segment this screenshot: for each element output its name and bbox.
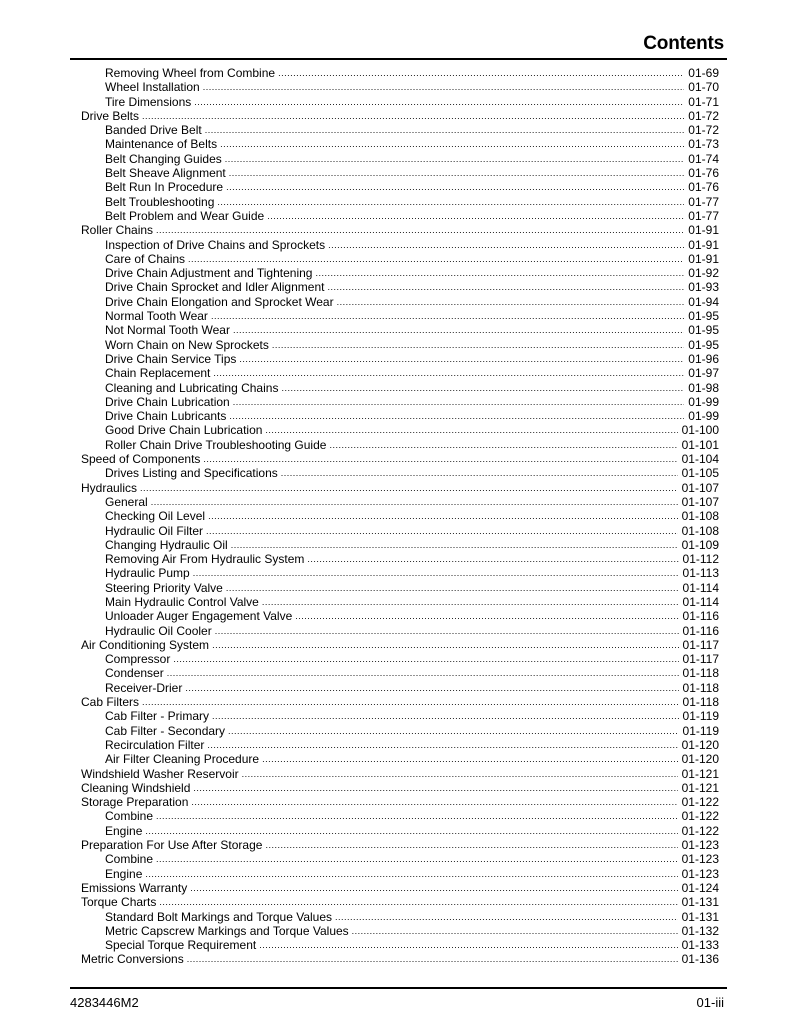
dot-leader xyxy=(265,423,677,437)
toc-entry[interactable] xyxy=(81,652,719,666)
dot-leader xyxy=(267,209,684,223)
toc-entry-page: 01-91 xyxy=(688,237,719,252)
dot-leader xyxy=(167,666,679,680)
toc-entry-page: 01-123 xyxy=(681,866,719,881)
toc-entry[interactable] xyxy=(81,180,719,194)
dot-leader xyxy=(203,452,677,466)
toc-entry-page: 01-76 xyxy=(688,166,719,181)
toc-entry-page: 01-122 xyxy=(681,795,719,810)
toc-entry-title: Drive Belts xyxy=(81,108,140,123)
toc-entry-title: Hydraulic Oil Filter xyxy=(105,523,204,538)
dot-leader xyxy=(217,195,684,209)
toc-entry-title: Air Filter Cleaning Procedure xyxy=(105,752,260,767)
toc-entry-title: Hydraulic Oil Cooler xyxy=(105,623,212,638)
toc-entry-title: Storage Preparation xyxy=(81,795,189,810)
dot-leader xyxy=(193,781,677,795)
dot-leader xyxy=(335,910,678,924)
dot-leader xyxy=(231,538,678,552)
toc-entry-page: 01-77 xyxy=(688,208,719,223)
dot-leader xyxy=(188,252,684,266)
toc-entry-title: Air Conditioning System xyxy=(81,637,210,652)
toc-entry[interactable] xyxy=(81,666,719,680)
toc-entry[interactable] xyxy=(81,795,719,809)
dot-leader xyxy=(156,809,678,823)
toc-entry[interactable] xyxy=(81,195,719,209)
dot-leader xyxy=(208,509,678,523)
toc-entry[interactable] xyxy=(81,838,719,852)
toc-entry-title: Drives Listing and Specifications xyxy=(105,466,278,481)
toc-entry[interactable] xyxy=(81,524,719,538)
toc-entry-title: Cleaning and Lubricating Chains xyxy=(105,380,279,395)
toc-entry-page: 01-118 xyxy=(682,695,719,710)
toc-entry-page: 01-133 xyxy=(681,938,719,953)
toc-entry-title: Changing Hydraulic Oil xyxy=(105,537,228,552)
toc-entry-title: Good Drive Chain Lubrication xyxy=(105,423,263,438)
dot-leader xyxy=(205,123,685,137)
dot-leader xyxy=(307,552,678,566)
header-divider xyxy=(70,58,727,60)
toc-entry[interactable] xyxy=(81,280,719,294)
dot-leader xyxy=(337,295,685,309)
toc-entry-page: 01-105 xyxy=(681,466,719,481)
toc-entry[interactable] xyxy=(81,123,719,137)
dot-leader xyxy=(229,166,685,180)
toc-entry[interactable] xyxy=(81,223,719,237)
dot-leader xyxy=(259,938,677,952)
toc-entry-title: Hydraulics xyxy=(81,480,138,495)
toc-entry-title: Belt Troubleshooting xyxy=(105,194,215,209)
dot-leader xyxy=(151,495,678,509)
toc-entry-title: Engine xyxy=(105,866,143,881)
toc-entry-title: Drive Chain Adjustment and Tightening xyxy=(105,266,313,281)
table-of-contents xyxy=(81,66,719,967)
toc-entry-page: 01-72 xyxy=(688,123,719,138)
toc-entry-page: 01-104 xyxy=(681,452,719,467)
toc-entry-page: 01-92 xyxy=(688,266,719,281)
dot-leader xyxy=(327,280,684,294)
toc-entry-title: Main Hydraulic Control Valve xyxy=(105,594,259,609)
toc-entry[interactable] xyxy=(81,209,719,223)
toc-entry-page: 01-119 xyxy=(682,723,719,738)
toc-entry-title: Cab Filter - Secondary xyxy=(105,723,226,738)
dot-leader xyxy=(193,566,679,580)
toc-entry-page: 01-119 xyxy=(682,709,719,724)
toc-entry[interactable] xyxy=(81,137,719,151)
toc-entry[interactable] xyxy=(81,881,719,895)
toc-entry-page: 01-99 xyxy=(688,409,719,424)
toc-entry-title: Roller Chains xyxy=(81,223,154,238)
toc-entry-page: 01-108 xyxy=(681,523,719,538)
toc-entry-page: 01-114 xyxy=(682,580,719,595)
toc-entry-title: Banded Drive Belt xyxy=(105,123,202,138)
toc-entry-page: 01-118 xyxy=(682,680,719,695)
toc-entry-page: 01-97 xyxy=(688,366,719,381)
toc-entry-title: Standard Bolt Markings and Torque Values xyxy=(105,909,333,924)
toc-entry-title: Drive Chain Elongation and Sprocket Wear xyxy=(105,294,334,309)
toc-entry[interactable] xyxy=(81,709,719,723)
toc-entry-page: 01-93 xyxy=(688,280,719,295)
dot-leader xyxy=(213,366,684,380)
toc-entry[interactable] xyxy=(81,638,719,652)
dot-leader xyxy=(145,867,677,881)
toc-entry-title: Preparation For Use After Storage xyxy=(81,838,263,853)
toc-entry-title: Care of Chains xyxy=(105,251,186,266)
toc-entry-page: 01-131 xyxy=(681,909,719,924)
toc-entry[interactable] xyxy=(81,295,719,309)
dot-leader xyxy=(220,137,684,151)
toc-entry-title: Metric Capscrew Markings and Torque Values xyxy=(105,923,349,938)
toc-entry[interactable] xyxy=(81,738,719,752)
dot-leader xyxy=(156,223,684,237)
dot-leader xyxy=(229,409,684,423)
dot-leader xyxy=(239,352,684,366)
toc-entry-title: Removing Air From Hydraulic System xyxy=(105,552,305,567)
toc-entry[interactable] xyxy=(81,609,719,623)
toc-entry[interactable] xyxy=(81,381,719,395)
toc-entry-page: 01-116 xyxy=(682,623,719,638)
toc-entry-page: 01-113 xyxy=(682,566,719,581)
toc-entry[interactable] xyxy=(81,538,719,552)
toc-entry-page: 01-121 xyxy=(681,780,719,795)
toc-entry[interactable] xyxy=(81,552,719,566)
toc-entry[interactable] xyxy=(81,338,719,352)
toc-entry[interactable] xyxy=(81,352,719,366)
toc-entry-page: 01-132 xyxy=(681,923,719,938)
toc-entry-page: 01-77 xyxy=(688,194,719,209)
toc-entry-title: Speed of Components xyxy=(81,452,201,467)
toc-entry-title: Belt Sheave Alignment xyxy=(105,166,226,181)
toc-entry[interactable] xyxy=(81,466,719,480)
dot-leader xyxy=(215,624,679,638)
toc-entry-title: Combine xyxy=(105,852,154,867)
toc-entry-title: Maintenance of Belts xyxy=(105,137,218,152)
toc-entry-page: 01-118 xyxy=(682,666,719,681)
toc-entry-page: 01-136 xyxy=(681,952,719,967)
toc-entry[interactable] xyxy=(81,895,719,909)
dot-leader xyxy=(142,109,684,123)
toc-entry[interactable] xyxy=(81,438,719,452)
toc-entry-title: Belt Changing Guides xyxy=(105,151,222,166)
dot-leader xyxy=(281,466,678,480)
toc-entry-title: Belt Run In Procedure xyxy=(105,180,224,195)
toc-entry-page: 01-95 xyxy=(688,323,719,338)
dot-leader xyxy=(173,652,678,666)
toc-entry-page: 01-109 xyxy=(681,537,719,552)
toc-entry[interactable] xyxy=(81,624,719,638)
toc-entry[interactable] xyxy=(81,266,719,280)
toc-entry-page: 01-107 xyxy=(681,494,719,509)
dot-leader xyxy=(191,795,677,809)
toc-entry-page: 01-74 xyxy=(688,151,719,166)
dot-leader xyxy=(352,924,678,938)
dot-leader xyxy=(145,824,677,838)
toc-entry-page: 01-69 xyxy=(688,66,719,80)
toc-entry-page: 01-120 xyxy=(681,737,719,752)
dot-leader xyxy=(242,767,678,781)
dot-leader xyxy=(190,881,677,895)
toc-entry-title: Checking Oil Level xyxy=(105,509,206,524)
toc-entry-page: 01-124 xyxy=(681,880,719,895)
dot-leader xyxy=(212,709,679,723)
toc-entry-title: Cab Filter - Primary xyxy=(105,709,210,724)
toc-entry-page: 01-114 xyxy=(682,594,719,609)
toc-entry-page: 01-73 xyxy=(688,137,719,152)
footer-divider xyxy=(70,987,727,989)
toc-entry-page: 01-131 xyxy=(681,895,719,910)
toc-entry-title: Drive Chain Sprocket and Idler Alignment xyxy=(105,280,325,295)
toc-entry[interactable] xyxy=(81,238,719,252)
toc-entry-title: Condenser xyxy=(105,666,164,681)
dot-leader xyxy=(159,895,677,909)
toc-entry[interactable] xyxy=(81,409,719,423)
toc-entry[interactable] xyxy=(81,452,719,466)
toc-entry[interactable] xyxy=(81,66,719,80)
toc-entry-page: 01-122 xyxy=(681,809,719,824)
toc-entry-page: 01-123 xyxy=(681,852,719,867)
toc-entry-title: Not Normal Tooth Wear xyxy=(105,323,230,338)
toc-entry[interactable] xyxy=(81,952,719,966)
toc-entry[interactable] xyxy=(81,938,719,952)
toc-entry[interactable] xyxy=(81,166,719,180)
toc-entry-title: Roller Chain Drive Troubleshooting Guide xyxy=(105,437,327,452)
dot-leader xyxy=(203,80,685,94)
toc-entry-page: 01-98 xyxy=(688,380,719,395)
toc-entry-page: 01-100 xyxy=(681,423,719,438)
dot-leader xyxy=(228,724,678,738)
dot-leader xyxy=(272,338,684,352)
toc-entry-title: Tire Dimensions xyxy=(105,94,192,109)
toc-entry-page: 01-101 xyxy=(681,437,719,452)
toc-entry[interactable] xyxy=(81,852,719,866)
toc-entry[interactable] xyxy=(81,509,719,523)
dot-leader xyxy=(226,180,684,194)
toc-entry[interactable] xyxy=(81,781,719,795)
toc-entry-page: 01-122 xyxy=(681,823,719,838)
toc-entry[interactable] xyxy=(81,366,719,380)
toc-entry-page: 01-96 xyxy=(688,351,719,366)
toc-entry-page: 01-99 xyxy=(688,394,719,409)
dot-leader xyxy=(278,66,684,80)
toc-entry-page: 01-116 xyxy=(682,609,719,624)
toc-entry[interactable] xyxy=(81,323,719,337)
dot-leader xyxy=(226,581,679,595)
toc-entry[interactable] xyxy=(81,681,719,695)
dot-leader xyxy=(265,838,677,852)
dot-leader xyxy=(140,481,678,495)
document-number: 4283446M2 xyxy=(70,995,139,1010)
toc-entry-page: 01-123 xyxy=(681,838,719,853)
toc-entry-page: 01-94 xyxy=(688,294,719,309)
toc-entry[interactable] xyxy=(81,566,719,580)
toc-entry[interactable] xyxy=(81,910,719,924)
toc-entry-title: General xyxy=(105,494,148,509)
toc-entry-page: 01-117 xyxy=(682,637,719,652)
toc-entry-page: 01-91 xyxy=(688,251,719,266)
toc-entry-title: Belt Problem and Wear Guide xyxy=(105,208,265,223)
toc-entry[interactable] xyxy=(81,252,719,266)
toc-entry-title: Cab Filters xyxy=(81,695,140,710)
toc-entry-title: Windshield Washer Reservoir xyxy=(81,766,239,781)
toc-entry[interactable] xyxy=(81,809,719,823)
toc-entry-title: Worn Chain on New Sprockets xyxy=(105,337,269,352)
dot-leader xyxy=(329,438,677,452)
toc-entry-title: Cleaning Windshield xyxy=(81,780,191,795)
toc-entry-page: 01-107 xyxy=(681,480,719,495)
toc-entry[interactable] xyxy=(81,481,719,495)
toc-entry-page: 01-95 xyxy=(688,309,719,324)
toc-entry-title: Special Torque Requirement xyxy=(105,938,257,953)
toc-entry-page: 01-70 xyxy=(688,80,719,95)
toc-entry-page: 01-72 xyxy=(688,108,719,123)
toc-entry[interactable] xyxy=(81,80,719,94)
toc-entry-title: Receiver-Drier xyxy=(105,680,183,695)
dot-leader xyxy=(185,681,678,695)
toc-entry[interactable] xyxy=(81,724,719,738)
toc-entry[interactable] xyxy=(81,581,719,595)
toc-entry-title: Inspection of Drive Chains and Sprockets xyxy=(105,237,326,252)
toc-entry-title: Recirculation Filter xyxy=(105,737,205,752)
toc-entry-title: Drive Chain Lubrication xyxy=(105,394,230,409)
toc-entry-title: Compressor xyxy=(105,652,171,667)
toc-entry-title: Combine xyxy=(105,809,154,824)
toc-entry-page: 01-108 xyxy=(681,509,719,524)
dot-leader xyxy=(142,695,679,709)
dot-leader xyxy=(233,323,684,337)
toc-entry[interactable] xyxy=(81,752,719,766)
toc-entry[interactable] xyxy=(81,695,719,709)
toc-entry-title: Drive Chain Service Tips xyxy=(105,351,237,366)
toc-entry-page: 01-76 xyxy=(688,180,719,195)
toc-entry-page: 01-112 xyxy=(682,552,719,567)
dot-leader xyxy=(225,152,685,166)
toc-entry-title: Steering Priority Valve xyxy=(105,580,223,595)
dot-leader xyxy=(233,395,685,409)
toc-entry-page: 01-117 xyxy=(682,652,719,667)
toc-entry[interactable] xyxy=(81,152,719,166)
toc-entry-page: 01-95 xyxy=(688,337,719,352)
dot-leader xyxy=(212,638,678,652)
toc-entry-title: Drive Chain Lubricants xyxy=(105,409,227,424)
toc-entry-title: Metric Conversions xyxy=(81,952,184,967)
toc-entry-title: Wheel Installation xyxy=(105,80,200,95)
toc-entry[interactable] xyxy=(81,109,719,123)
toc-entry[interactable] xyxy=(81,924,719,938)
toc-entry-page: 01-71 xyxy=(688,94,719,109)
toc-entry[interactable] xyxy=(81,95,719,109)
toc-entry-title: Hydraulic Pump xyxy=(105,566,190,581)
page-number: 01-iii xyxy=(696,995,724,1010)
toc-entry[interactable] xyxy=(81,595,719,609)
dot-leader xyxy=(156,852,678,866)
toc-entry[interactable] xyxy=(81,867,719,881)
dot-leader xyxy=(328,238,684,252)
toc-entry[interactable] xyxy=(81,395,719,409)
toc-entry[interactable] xyxy=(81,767,719,781)
toc-entry[interactable] xyxy=(81,423,719,437)
toc-entry[interactable] xyxy=(81,824,719,838)
toc-entry[interactable] xyxy=(81,309,719,323)
toc-entry-title: Engine xyxy=(105,823,143,838)
dot-leader xyxy=(262,752,678,766)
dot-leader xyxy=(206,524,678,538)
toc-entry-page: 01-120 xyxy=(681,752,719,767)
toc-entry-title: Removing Wheel from Combine xyxy=(105,66,276,80)
toc-entry-page: 01-121 xyxy=(681,766,719,781)
dot-leader xyxy=(187,952,678,966)
dot-leader xyxy=(207,738,677,752)
toc-entry-title: Normal Tooth Wear xyxy=(105,309,208,324)
toc-entry-title: Unloader Auger Engagement Valve xyxy=(105,609,293,624)
toc-entry-title: Torque Charts xyxy=(81,895,157,910)
page-title: Contents xyxy=(643,33,724,54)
toc-entry-title: Emissions Warranty xyxy=(81,880,188,895)
toc-entry-page: 01-91 xyxy=(688,223,719,238)
dot-leader xyxy=(194,95,684,109)
dot-leader xyxy=(295,609,678,623)
dot-leader xyxy=(315,266,684,280)
dot-leader xyxy=(262,595,679,609)
dot-leader xyxy=(211,309,684,323)
toc-entry[interactable] xyxy=(81,495,719,509)
dot-leader xyxy=(281,381,684,395)
toc-entry-title: Chain Replacement xyxy=(105,366,211,381)
